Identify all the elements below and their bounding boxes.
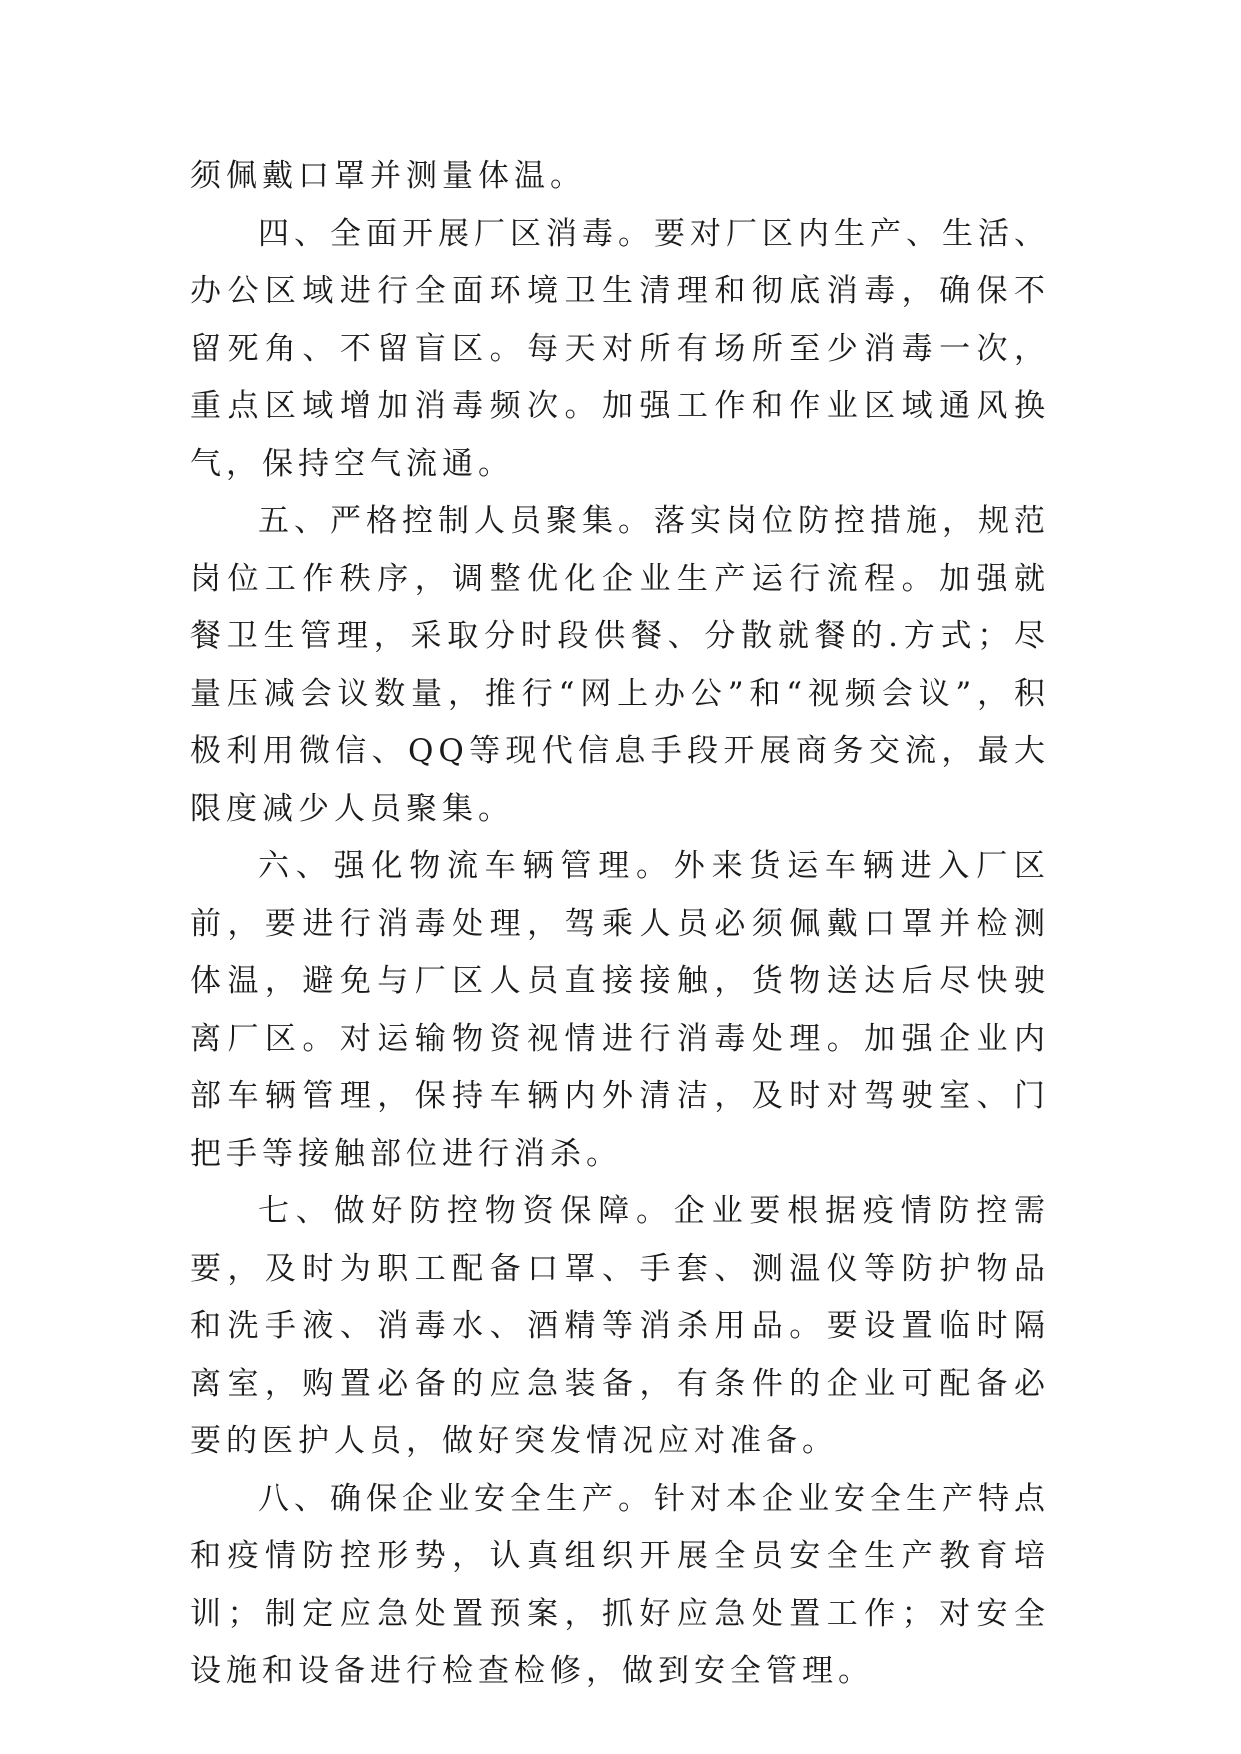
paragraph-continuation: 须佩戴口罩并测量体温。 bbox=[190, 158, 586, 194]
paragraph-section-4: 四、全面开展厂区消毒。要对厂区内生产、生活、办公区域进行全面环境卫生清理和彻底消毒，确保不留死角、不留盲区。每天对所有场所至少消毒一次，重点区域增加消毒频次。加强工作和作业区域通风换气，保持空气流通。 bbox=[190, 215, 1050, 482]
paragraph-section-5: 五、严格控制人员聚集。落实岗位防控措施，规范岗位工作秩序，调整优化企业生产运行流程。加强就餐卫生管理，采取分时段供餐、分散就餐的.方式；尽量压减会议数量，推行“网上办公”和“视频会议”，积极利用微信、QQ等现代信息手段开展商务交流，最大限度减少人员聚集。 bbox=[190, 503, 1050, 827]
paragraph-section-7: 七、做好防控物资保障。企业要根据疫情防控需要，及时为职工配备口罩、手套、测温仪等防护物品和洗手液、消毒水、酒精等消杀用品。要设置临时隔离室，购置必备的应急装备，有条件的企业可配备必要的医护人员，做好突发情况应对准备。 bbox=[190, 1193, 1050, 1459]
paragraph-section-6: 六、强化物流车辆管理。外来货运车辆进入厂区前，要进行消毒处理，驾乘人员必须佩戴口罩并检测体温，避免与厂区人员直接接触，货物送达后尽快驶离厂区。对运输物资视情进行消毒处理。加强企业内部车辆管理，保持车辆内外清洁，及时对驾驶室、门把手等接触部位进行消杀。 bbox=[190, 848, 1050, 1172]
paragraph-section-8: 八、确保企业安全生产。针对本企业安全生产特点和疫情防控形势，认真组织开展全员安全生产教育培训；制定应急处置预案，抓好应急处置工作；对安全设施和设备进行检查检修，做到安全管理。 bbox=[190, 1480, 1050, 1689]
document-body bbox=[190, 148, 1050, 1701]
